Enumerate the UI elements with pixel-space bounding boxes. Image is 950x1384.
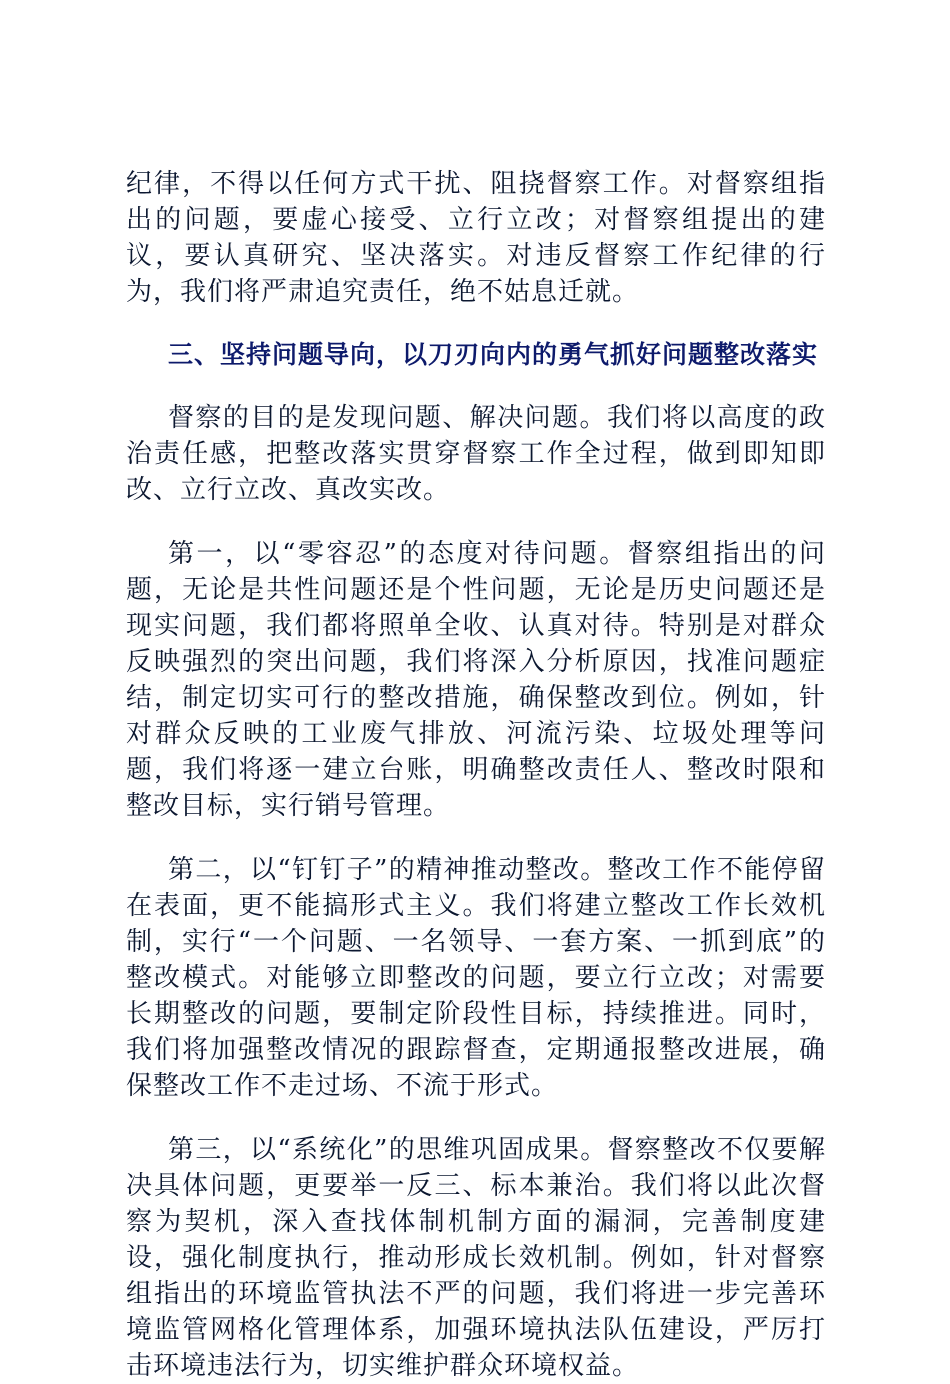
paragraph-first-zero-tolerance: 第一，以“零容忍”的态度对待问题。督察组指出的问题，无论是共性问题还是个性问题，无论是历史问题还是现实问题，我们都将照单全收、认真对待。特别是对群众反映强烈的突出问题，我们将深入分析原因，找准问题症结，制定切实可行的整改措施，确保整改到位。例如，针对群众反映的工业废气排放、河流污染、垃圾处理等问题，我们将逐一建立台账，明确整改责任人、整改时限和整改目标，实行销号管理。 xyxy=(126,539,826,821)
paragraph-second-nail-spirit: 第二，以“钉钉子”的精神推动整改。整改工作不能停留在表面，更不能搞形式主义。我们将建立整改工作长效机制，实行“一个问题、一名领导、一套方案、一抓到底”的整改模式。对能够立即整改的问题，要立行立改；对需要长期整改的问题，要制定阶段性目标，持续推进。同时，我们将加强整改情况的跟踪督查，定期通报整改进展，确保整改工作不走过场、不流于形式。 xyxy=(126,855,826,1101)
section-heading-three: 三、坚持问题导向，以刀刃向内的勇气抓好问题整改落实 xyxy=(168,340,819,369)
paragraph-inspection-purpose: 督察的目的是发现问题、解决问题。我们将以高度的政治责任感，把整改落实贯穿督察工作全过程，做到即知即改、立行立改、真改实改。 xyxy=(126,403,826,505)
paragraph-third-systematic: 第三，以“系统化”的思维巩固成果。督察整改不仅要解决具体问题，更要举一反三、标本兼治。我们将以此次督察为契机，深入查找体制机制方面的漏洞，完善制度建设，强化制度执行，推动形成长效机制。例如，针对督察组指出的环境监管执法不严的问题，我们将进一步完善环境监管网格化管理体系，加强环境执法队伍建设，严厉打击环境违法行为，切实维护群众环境权益。 xyxy=(126,1135,826,1381)
paragraph-discipline-continued: 纪律，不得以任何方式干扰、阻挠督察工作。对督察组指出的问题，要虚心接受、立行立改；对督察组提出的建议，要认真研究、坚决落实。对违反督察工作纪律的行为，我们将严肃追究责任，绝不姑息迁就。 xyxy=(126,169,826,307)
document-body xyxy=(126,166,826,1384)
